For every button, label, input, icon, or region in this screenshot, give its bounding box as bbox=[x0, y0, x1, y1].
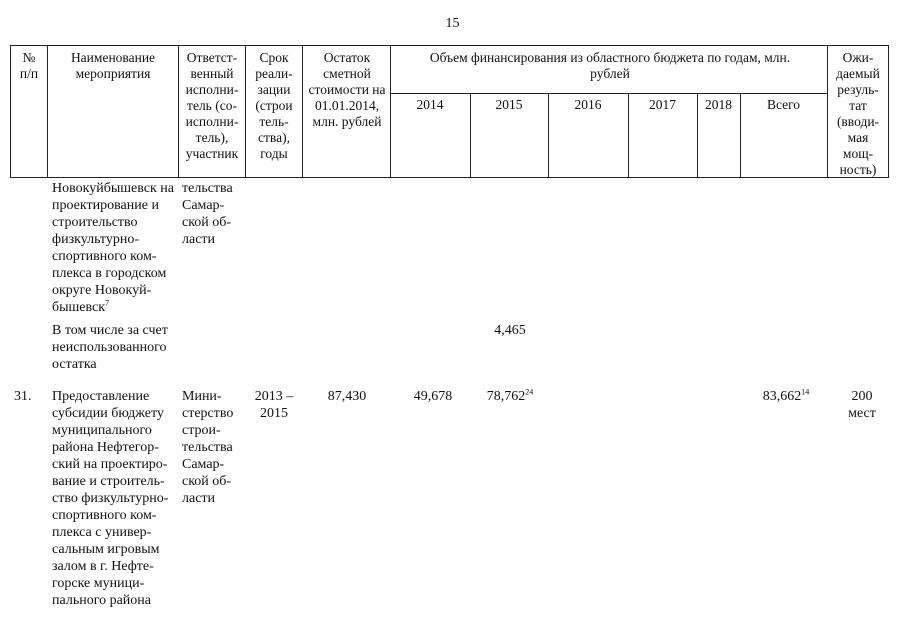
col-border-4 bbox=[302, 45, 303, 178]
years-divider-line bbox=[390, 93, 827, 94]
header-total: Всего bbox=[766, 97, 801, 112]
header-year-2014: 2014 bbox=[416, 97, 444, 112]
header-executor: Ответст-венный исполни-тель (со-исполни-тель), участник bbox=[185, 50, 239, 161]
row31-balance: 87,430 bbox=[327, 389, 367, 404]
col-border-3 bbox=[245, 45, 246, 178]
subrow-value-2015: 4,465 bbox=[494, 323, 526, 338]
col-border-2 bbox=[178, 45, 179, 178]
continuation-executor: тельства Самар-ской об-ласти bbox=[182, 181, 233, 247]
header-num: № п/п bbox=[19, 50, 39, 81]
header-year-2017: 2017 bbox=[649, 97, 676, 112]
page-number: 15 bbox=[445, 16, 460, 31]
col-border-right bbox=[888, 45, 889, 178]
row31-total bbox=[745, 388, 827, 405]
row31-executor: Мини-стерство строи-тельства Самар-ской об-ласти bbox=[182, 389, 234, 506]
continuation-name-footnote: 7 bbox=[105, 298, 110, 308]
col-border-1 bbox=[47, 45, 48, 178]
row31-2015 bbox=[470, 388, 550, 405]
header-term: Срок реали-зации (строи тель-ства), годы bbox=[255, 50, 293, 161]
col-border-11 bbox=[827, 45, 828, 178]
row31-2015-value: 78,762 bbox=[486, 389, 526, 404]
row31-total-value: 83,662 bbox=[762, 389, 802, 404]
col-border-left bbox=[10, 45, 11, 178]
header-funding-title: Объем финансирования из областного бюджета по годам, млн. рублей bbox=[429, 50, 791, 81]
header-year-2016: 2016 bbox=[574, 97, 602, 112]
header-result: Ожи-даемый резуль-тат (вводи-мая мощ-ность) bbox=[836, 50, 880, 177]
header-balance: Остаток сметной стоимости на 01.01.2014, млн. рублей bbox=[308, 50, 386, 129]
row31-total-footnote: 14 bbox=[801, 387, 810, 397]
subrow-label: В том числе за счет неиспользованного остатка bbox=[52, 323, 168, 372]
row31-name: Предоставление субсидии бюджету муниципального района Нефтегор-ский на проектиро-вание и строитель-ство физкультурно-спортивного ком-плекса с универ-сальным игровым залом в г. Нефте-горске муници-пального района bbox=[52, 389, 169, 608]
continuation-name-text: Новокуйбышевск на проектирование и строительство физкультурно-спортивного ком-плекса в городском округе Новокуй-бышевск bbox=[52, 181, 174, 315]
table-top-border bbox=[10, 45, 889, 46]
header-year-2018: 2018 bbox=[705, 97, 732, 112]
row31-2015-footnote: 24 bbox=[525, 387, 534, 397]
row31-num: 31. bbox=[14, 389, 32, 404]
row31-2014: 49,678 bbox=[413, 389, 453, 404]
row31-term: 2013 – 2015 bbox=[254, 389, 294, 421]
header-year-2015: 2015 bbox=[495, 97, 523, 112]
row31-result: 200 мест bbox=[848, 389, 876, 421]
continuation-name bbox=[52, 180, 174, 316]
header-bottom-border bbox=[10, 177, 889, 178]
header-name: Наименование мероприятия bbox=[70, 50, 156, 81]
